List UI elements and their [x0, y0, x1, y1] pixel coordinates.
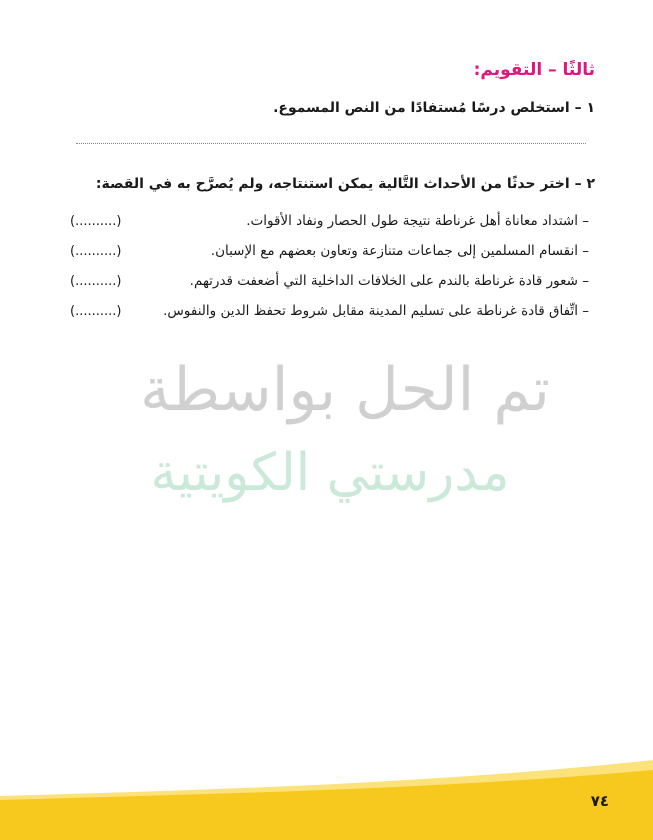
list-item	[70, 236, 589, 266]
list-item	[70, 206, 589, 236]
question-2: ٢ – اختر حدثًا من الأحداث التَّالية يمكن استنتاجه، ولم يُصرَّح به في القصة:	[95, 176, 595, 192]
section-title: ثالثًا – التقويم:	[473, 60, 595, 80]
choice-text: – انقسام المسلمين إلى جماعات متنازعة وتعاون بعضهم مع الإسبان.	[210, 243, 589, 259]
watermark-line-2: مدرستي الكويتية	[150, 443, 510, 503]
choice-list	[70, 206, 589, 326]
answer-slot[interactable]: (..........)	[70, 303, 122, 319]
answer-slot[interactable]: (..........)	[70, 273, 122, 289]
answer-line	[76, 143, 586, 144]
list-item	[70, 266, 589, 296]
watermark-line-1: تم الحل بواسطة	[140, 355, 550, 425]
list-item	[70, 296, 589, 326]
choice-text: – اتِّفاق قادة غرناطة على تسليم المدينة مقابل شروط تحفظ الدين والنفوس.	[163, 303, 589, 319]
choice-text: – شعور قادة غرناطة بالندم على الخلافات الداخلية التي أضعفت قدرتهم.	[189, 273, 589, 289]
page-number: ٧٤	[590, 792, 609, 810]
answer-slot[interactable]: (..........)	[70, 213, 122, 229]
question-1: ١ – استخلص درسًا مُستفادًا من النص المسموع.	[273, 100, 595, 116]
footer-wave	[0, 760, 653, 840]
answer-slot[interactable]: (..........)	[70, 243, 122, 259]
choice-text: – اشتداد معاناة أهل غرناطة نتيجة طول الحصار ونفاد الأقوات.	[246, 213, 589, 229]
